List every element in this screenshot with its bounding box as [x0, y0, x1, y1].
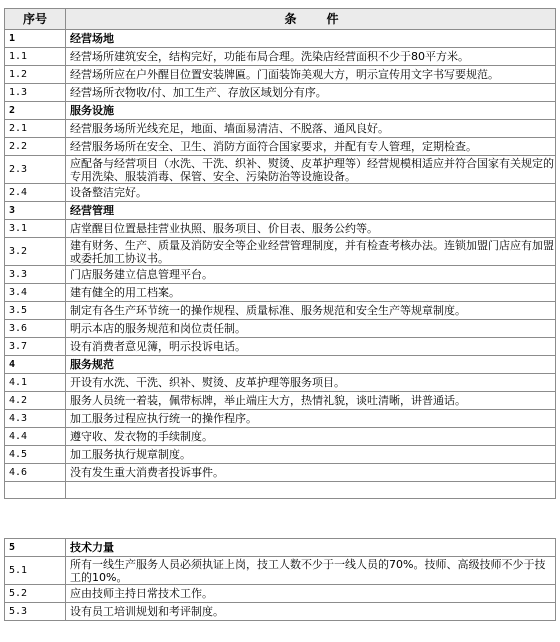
row-number: 2.2: [5, 138, 66, 156]
table-row: [5, 585, 556, 603]
condition-text: 遵守收、发衣物的手续制度。: [66, 428, 556, 446]
table-row: [5, 184, 556, 202]
section-title: 服务规范: [66, 356, 556, 374]
table-row: [5, 338, 556, 356]
table-row: [5, 446, 556, 464]
table-row: [5, 603, 556, 621]
header-row: [5, 9, 556, 30]
table-row: [5, 238, 556, 266]
table-row: [5, 320, 556, 338]
table-row: [5, 557, 556, 585]
row-number: 3.3: [5, 266, 66, 284]
row-number: 2.4: [5, 184, 66, 202]
condition-text: 应由技师主持日常技术工作。: [66, 585, 556, 603]
header-conditions: 条 件: [66, 9, 556, 30]
condition-text: 加工服务过程应执行统一的操作程序。: [66, 410, 556, 428]
table-row: [5, 84, 556, 102]
row-number: 1: [5, 30, 66, 48]
row-number: 4.4: [5, 428, 66, 446]
table-row: [5, 120, 556, 138]
row-number: 3.2: [5, 238, 66, 266]
row-number: 1.2: [5, 66, 66, 84]
row-number: 5.1: [5, 557, 66, 585]
row-number: 3.1: [5, 220, 66, 238]
row-number: 1.1: [5, 48, 66, 66]
table-row: [5, 66, 556, 84]
empty-cell: [5, 482, 66, 499]
section-title: 经营管理: [66, 202, 556, 220]
condition-text: 经营场所建筑安全，结构完好，功能布局合理。洗染店经营面积不少于80平方米。: [66, 48, 556, 66]
table-row: [5, 156, 556, 184]
row-number: 2.3: [5, 156, 66, 184]
row-number: 3.7: [5, 338, 66, 356]
condition-text: 开设有水洗、干洗、织补、熨烫、皮革护理等服务项目。: [66, 374, 556, 392]
condition-text: 建有健全的用工档案。: [66, 284, 556, 302]
table-row: [5, 284, 556, 302]
row-number: 1.3: [5, 84, 66, 102]
condition-text: 服务人员统一着装，佩带标牌，举止端庄大方，热情礼貌，谈吐清晰，讲普通话。: [66, 392, 556, 410]
row-number: 3.5: [5, 302, 66, 320]
table-row: [5, 392, 556, 410]
condition-text: 设备整洁完好。: [66, 184, 556, 202]
condition-text: 应配备与经营项目（水洗、干洗、织补、熨烫、皮革护理等）经营规模相适应并符合国家有关规定的专用洗染、服装消毒、保管、安全、污染防治等设施设备。: [66, 156, 556, 184]
row-number: 4: [5, 356, 66, 374]
section-title: 技术力量: [66, 539, 556, 557]
condition-text: 经营场所应在户外醒目位置安装牌匾。门面装饰美观大方，明示宣传用文字书写要规范。: [66, 66, 556, 84]
condition-text: 门店服务建立信息管理平台。: [66, 266, 556, 284]
header-seq-no: 序号: [5, 9, 66, 30]
row-number: 4.5: [5, 446, 66, 464]
row-number: 4.3: [5, 410, 66, 428]
condition-text: 经营服务场所在安全、卫生、消防方面符合国家要求，并配有专人管理，定期检查。: [66, 138, 556, 156]
technical-strength-table: [4, 538, 556, 621]
table-row: [5, 220, 556, 238]
condition-text: 加工服务执行规章制度。: [66, 446, 556, 464]
row-number: 5.3: [5, 603, 66, 621]
table-row: [5, 266, 556, 284]
table-row: [5, 48, 556, 66]
table-row: [5, 138, 556, 156]
condition-text: 没有发生重大消费者投诉事件。: [66, 464, 556, 482]
row-number: 4.1: [5, 374, 66, 392]
section-row: [5, 30, 556, 48]
row-number: 3: [5, 202, 66, 220]
row-number: 5.2: [5, 585, 66, 603]
section-row: [5, 102, 556, 120]
row-number: 2: [5, 102, 66, 120]
row-number: 3.6: [5, 320, 66, 338]
row-number: 2.1: [5, 120, 66, 138]
table-row: [5, 464, 556, 482]
row-number: 3.4: [5, 284, 66, 302]
section-row: [5, 356, 556, 374]
condition-text: 店堂醒目位置悬挂营业执照、服务项目、价目表、服务公约等。: [66, 220, 556, 238]
condition-text: 设有员工培训规划和考评制度。: [66, 603, 556, 621]
row-number: 4.2: [5, 392, 66, 410]
condition-text: 制定有各生产环节统一的操作规程、质量标准、服务规范和安全生产等规章制度。: [66, 302, 556, 320]
section-row: [5, 539, 556, 557]
condition-text: 所有一线生产服务人员必须执证上岗，技工人数不少于一线人员的70%。技师、高级技师不少于技工的10%。: [66, 557, 556, 585]
condition-text: 建有财务、生产、质量及消防安全等企业经营管理制度，并有检查考核办法。连锁加盟门店应有加盟或委托加工协议书。: [66, 238, 556, 266]
row-number: 5: [5, 539, 66, 557]
section-title: 服务设施: [66, 102, 556, 120]
condition-text: 明示本店的服务规范和岗位责任制。: [66, 320, 556, 338]
condition-text: 设有消费者意见簿，明示投诉电话。: [66, 338, 556, 356]
table-row: [5, 428, 556, 446]
row-number: 4.6: [5, 464, 66, 482]
table-row: [5, 410, 556, 428]
table-row: [5, 374, 556, 392]
condition-text: 经营场所衣物收/付、加工生产、存放区域划分有序。: [66, 84, 556, 102]
empty-row: [5, 482, 556, 499]
condition-text: 经营服务场所光线充足，地面、墙面易清洁、不脱落、通风良好。: [66, 120, 556, 138]
conditions-table: [4, 8, 556, 499]
empty-cell: [66, 482, 556, 499]
section-title: 经营场地: [66, 30, 556, 48]
section-row: [5, 202, 556, 220]
table-row: [5, 302, 556, 320]
